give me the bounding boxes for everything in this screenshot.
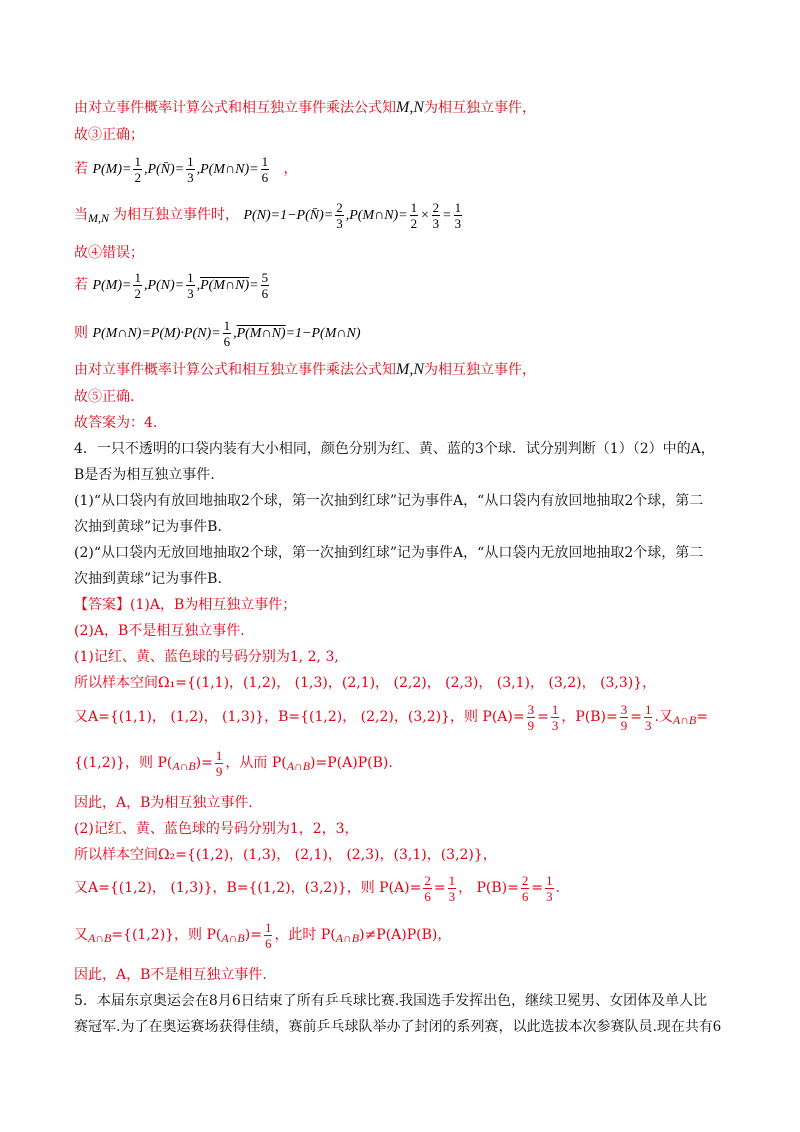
text: = <box>433 880 446 896</box>
text: 故③正确； <box>74 127 144 143</box>
denominator: 3 <box>432 215 440 231</box>
math: , <box>196 162 201 177</box>
math: =1−P(M∩N) <box>285 326 361 341</box>
text: . <box>555 880 561 896</box>
fraction <box>261 154 270 185</box>
text-line <box>74 243 144 263</box>
math: , <box>143 162 148 177</box>
text: 赛冠军.为了在奥运赛场获得佳绩，赛前乒乓球队举办了封闭的系列赛，以此选拔本次参赛队员.现在共有 <box>74 1019 713 1035</box>
numerator: 1 <box>134 269 141 285</box>
fraction <box>545 873 554 904</box>
math: A∩B <box>88 931 112 945</box>
denominator: 6 <box>521 888 529 904</box>
fraction <box>527 702 536 733</box>
question-4-part1 <box>74 517 222 537</box>
numerator: 2 <box>521 872 529 888</box>
text: (1)“从口袋内有放回地抽取2个球，第一次抽到红球”记为事件A，“从口袋内有放回地抽取2个球，第二 <box>74 493 704 509</box>
numerator: 1 <box>410 199 418 215</box>
text: .又 <box>654 709 673 725</box>
text-line <box>74 98 536 118</box>
fraction <box>432 200 441 231</box>
text: )≠P(A)P(B)， <box>359 927 452 943</box>
math: P(M)= <box>92 162 132 177</box>
question-4-part2 <box>74 569 222 589</box>
text: 则 <box>74 325 88 341</box>
numerator: 2 <box>424 872 431 888</box>
text: 次抽到黄球”记为事件B. <box>74 571 222 587</box>
fraction <box>335 200 344 231</box>
fraction <box>264 920 273 951</box>
math: P(M∩N)= <box>349 208 408 223</box>
fraction <box>454 200 463 231</box>
text: )=P(A)P(B). <box>310 755 393 771</box>
numerator: 1 <box>644 701 652 717</box>
denominator: 6 <box>264 935 272 951</box>
math: A∩B <box>335 931 360 945</box>
denominator: 3 <box>551 717 559 733</box>
denominator: 3 <box>448 888 456 904</box>
numerator: 2 <box>336 199 343 215</box>
text: 因此，A，B不是相互独立事件. <box>74 967 267 983</box>
text: ={(1,2)}，则 P( <box>111 927 222 943</box>
denominator: 9 <box>215 763 223 779</box>
numerator: 1 <box>551 701 559 717</box>
math: , <box>345 208 350 223</box>
denominator: 3 <box>336 215 343 231</box>
text: ， <box>283 161 298 177</box>
numerator: 1 <box>454 199 462 215</box>
fraction <box>410 200 419 231</box>
solution-line <box>74 647 339 667</box>
solution-line <box>74 746 393 783</box>
math: = <box>249 278 259 293</box>
question-5-stem <box>74 991 707 1011</box>
numerator: 1 <box>223 317 231 333</box>
text-line <box>74 125 144 145</box>
denominator: 3 <box>644 717 652 733</box>
math: × <box>420 208 430 223</box>
solution-line <box>74 793 253 813</box>
math: , <box>233 326 237 341</box>
text: = <box>537 709 549 725</box>
numerator: 3 <box>620 701 628 717</box>
text: (2)A，B不是相互独立事件. <box>74 623 245 639</box>
text-line <box>74 360 536 380</box>
fraction <box>186 270 195 301</box>
formula-line <box>74 198 464 235</box>
math: A∩B <box>286 759 311 773</box>
text: 若 <box>74 277 88 293</box>
text: 由对立事件概率计算公式和相互独立事件乘法公式知 <box>74 362 396 378</box>
solution-line <box>74 819 359 839</box>
text: 若 <box>74 161 88 177</box>
text: 故④错误； <box>74 245 144 261</box>
formula-line <box>74 152 298 187</box>
fraction <box>448 873 457 904</box>
math: P(M∩N) <box>200 278 250 293</box>
formula-line <box>74 268 271 303</box>
text: (2)记红、黄、蓝色球的号码分别为1，2，3， <box>74 821 359 837</box>
denominator: 2 <box>410 215 418 231</box>
denominator: 9 <box>620 717 628 733</box>
math-mn: M,N <box>396 361 424 378</box>
text: 为相互独立事件， <box>424 362 536 378</box>
numerator: 1 <box>546 872 553 888</box>
numerator: 1 <box>134 153 141 169</box>
text: ，P(B)= <box>561 709 618 725</box>
number: 6 <box>712 1018 721 1035</box>
math: P(N)=1−P(N̄)= <box>243 208 334 223</box>
denominator: 2 <box>134 285 141 301</box>
text: (1)记红、黄、蓝色球的号码分别为1, 2, 3, <box>74 649 339 665</box>
text: 为相互独立事件时， <box>113 207 239 223</box>
answer-tag: 【答案】 <box>74 597 130 613</box>
question-4-part2 <box>74 543 703 563</box>
text: {(1,2)}，则 P( <box>74 755 173 771</box>
text: 为相互独立事件， <box>424 100 536 116</box>
text: 次抽到黄球”记为事件B. <box>74 519 222 535</box>
math: P(N̄)= <box>147 162 185 177</box>
text: = <box>630 709 642 725</box>
text: 又 <box>74 927 88 943</box>
denominator: 3 <box>454 215 462 231</box>
text: 所以样本空间Ω₂={(1,2)，(1,3)， (2,1)， (2,3)，(3,1)，(3,2)}， <box>74 847 497 863</box>
question-4-stem <box>74 439 715 459</box>
text: )= <box>244 927 262 943</box>
fraction <box>261 270 270 301</box>
text: 故答案为：4. <box>74 415 158 431</box>
denominator: 3 <box>546 888 553 904</box>
text: 所以样本空间Ω₁={(1,1)，(1,2)， (1,3)，(2,1)， (2,2)， (2,3)， (3,1)， (3,2)， (3,3)}， <box>74 675 657 691</box>
answer-line <box>74 595 296 615</box>
fraction <box>223 318 232 349</box>
math-mn: M,N <box>88 211 109 225</box>
text: (2)“从口袋内无放回地抽取2个球，第一次抽到红球”记为事件A，“从口袋内无放回地抽取2个球，第二 <box>74 545 704 561</box>
denominator: 9 <box>527 717 535 733</box>
fraction <box>521 873 530 904</box>
math: A∩B <box>172 759 196 773</box>
denominator: 6 <box>424 888 431 904</box>
formula-line <box>74 316 360 351</box>
text: 由对立事件概率计算公式和相互独立事件乘法公式知 <box>74 100 396 116</box>
math: P(M)= <box>92 278 132 293</box>
question-4-stem <box>74 465 215 485</box>
text: ，从而 P( <box>225 755 287 771</box>
text: 当 <box>74 207 88 223</box>
fraction <box>423 873 432 904</box>
text: 5．本届东京奥运会在8月6日结束了所有乒乓球比赛.我国选手发挥出色，继续卫冕男、女团体及单人比 <box>74 993 708 1009</box>
text: ，此时 P( <box>274 927 336 943</box>
fraction <box>551 702 560 733</box>
fraction <box>620 702 629 733</box>
denominator: 6 <box>223 333 231 349</box>
math: , <box>196 278 201 293</box>
numerator: 1 <box>187 269 194 285</box>
solution-line <box>74 965 267 985</box>
fraction <box>644 702 653 733</box>
denominator: 3 <box>187 169 194 185</box>
numerator: 1 <box>261 153 269 169</box>
text-line <box>74 387 134 407</box>
math: , <box>143 278 148 293</box>
math: A∩B <box>672 713 697 727</box>
fraction <box>186 154 195 185</box>
text: 故⑤正确. <box>74 389 135 405</box>
numerator: 1 <box>187 153 194 169</box>
math: P(M∩N)=P(M)·P(N)= <box>92 326 221 341</box>
math-mn: M,N <box>396 99 424 116</box>
denominator: 3 <box>187 285 194 301</box>
question-5-stem <box>74 1017 721 1037</box>
text: 又A={(1,2)， (1,3)}，B={(1,2)，(3,2)}，则 P(A)= <box>74 880 422 896</box>
text: = <box>531 880 544 896</box>
math: P(M∩N)= <box>200 162 259 177</box>
text: ， P(B)= <box>458 880 519 896</box>
denominator: 6 <box>261 285 269 301</box>
solution-line <box>74 673 656 693</box>
fraction <box>133 154 142 185</box>
text: = <box>696 709 708 725</box>
answer-line <box>74 621 245 641</box>
text: 又A={(1,1)， (1,2)， (1,3)}，B={(1,2)， (2,2)，(3,2)}，则 P(A)= <box>74 709 525 725</box>
math: = <box>442 208 452 223</box>
numerator: 1 <box>264 919 272 935</box>
solution-line <box>74 845 497 865</box>
math: P(M∩N) <box>236 326 286 341</box>
numerator: 1 <box>215 747 223 763</box>
text: 4．一只不透明的口袋内装有大小相同，颜色分别为红、黄、蓝的3个球．试分别判断（1）（2）中的A， <box>74 441 715 457</box>
denominator: 6 <box>261 169 269 185</box>
numerator: 5 <box>261 269 269 285</box>
numerator: 3 <box>527 701 535 717</box>
numerator: 1 <box>448 872 456 888</box>
fraction <box>215 748 224 779</box>
solution-line <box>74 700 708 737</box>
fraction <box>133 270 142 301</box>
question-4-part1 <box>74 491 703 511</box>
text: )= <box>195 755 213 771</box>
text: B是否为相互独立事件. <box>74 467 215 483</box>
text: (1)A，B为相互独立事件； <box>130 597 297 613</box>
numerator: 2 <box>432 199 440 215</box>
math: P(N)= <box>147 278 185 293</box>
solution-line <box>74 871 560 905</box>
solution-line <box>74 918 451 955</box>
denominator: 2 <box>134 169 141 185</box>
text-line <box>74 413 157 433</box>
math: A∩B <box>221 931 245 945</box>
text: 因此，A，B为相互独立事件. <box>74 795 253 811</box>
